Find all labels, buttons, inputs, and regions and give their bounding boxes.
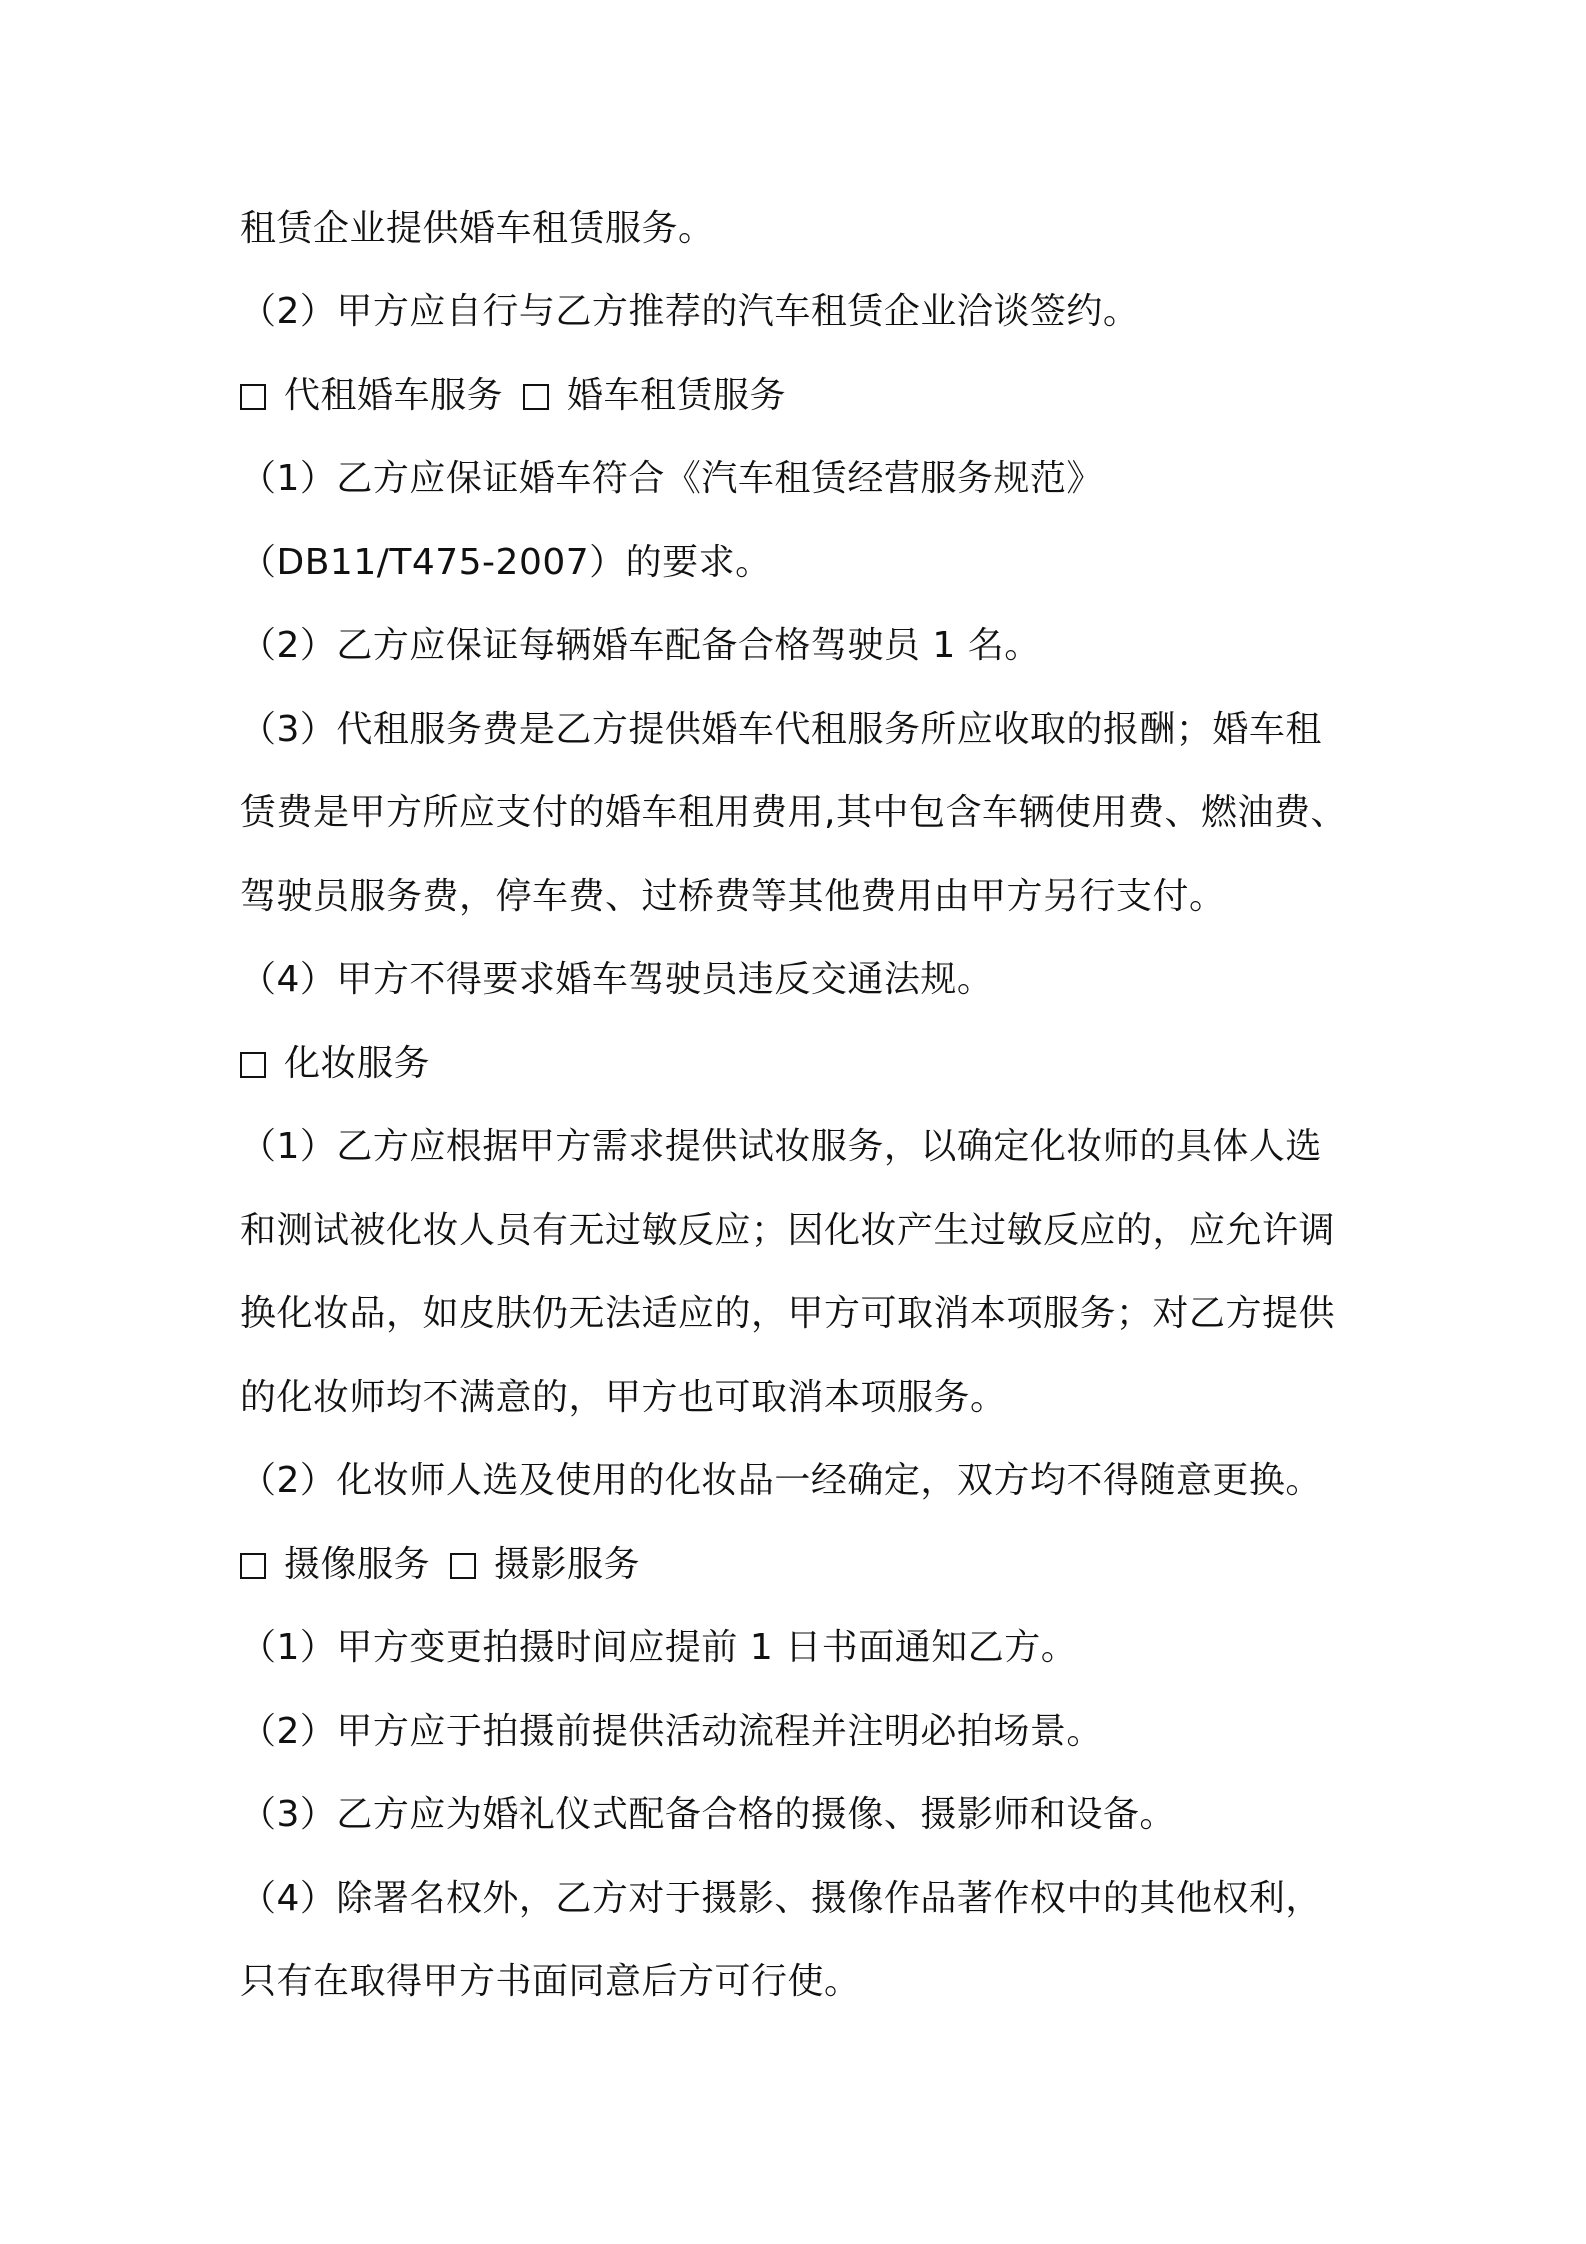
checkbox-row-car-services (240, 374, 1370, 418)
checkbox-row-media (240, 1543, 1370, 1587)
paragraph-line: （3）代租服务费是乙方提供婚车代租服务所应收取的报酬；婚车租 (240, 709, 1322, 750)
paragraph-line: （1）甲方变更拍摄时间应提前 1 日书面通知乙方。 (240, 1627, 1078, 1668)
option-label-car-rental: 婚车租赁服务 (567, 375, 787, 416)
paragraph-line: （4）除署名权外，乙方对于摄影、摄像作品著作权中的其他权利， (240, 1878, 1322, 1919)
checkbox-row-makeup (240, 1042, 1370, 1086)
paragraph-line: （2）甲方应于拍摄前提供活动流程并注明必拍场景。 (240, 1711, 1103, 1752)
paragraph-line: （DB11/T475-2007）的要求。 (240, 542, 772, 583)
paragraph-line: （3）乙方应为婚礼仪式配备合格的摄像、摄影师和设备。 (240, 1794, 1176, 1835)
option-label-photo: 摄影服务 (494, 1544, 641, 1585)
paragraph-line: （1）乙方应根据甲方需求提供试妆服务，以确定化妆师的具体人选 (240, 1126, 1322, 1167)
checkbox-car-rental[interactable] (523, 384, 549, 410)
paragraph-line: 换化妆品，如皮肤仍无法适应的，甲方可取消本项服务；对乙方提供 (240, 1293, 1336, 1334)
option-label-makeup: 化妆服务 (284, 1043, 431, 1084)
paragraph-line: （2）甲方应自行与乙方推荐的汽车租赁企业洽谈签约。 (240, 291, 1140, 332)
checkbox-video[interactable] (240, 1553, 266, 1579)
paragraph-line: 只有在取得甲方书面同意后方可行使。 (240, 1961, 861, 2002)
paragraph-line: 赁费是甲方所应支付的婚车租用费用,其中包含车辆使用费、燃油费、 (240, 792, 1347, 833)
checkbox-makeup[interactable] (240, 1052, 266, 1078)
paragraph-line: （4）甲方不得要求婚车驾驶员违反交通法规。 (240, 959, 994, 1000)
checkbox-car-rental-agency[interactable] (240, 384, 266, 410)
paragraph-line: （2）乙方应保证每辆婚车配备合格驾驶员 1 名。 (240, 625, 1041, 666)
paragraph-line: （2）化妆师人选及使用的化妆品一经确定，双方均不得随意更换。 (240, 1460, 1322, 1501)
checkbox-photo[interactable] (450, 1553, 476, 1579)
paragraph-line: （1）乙方应保证婚车符合《汽车租赁经营服务规范》 (240, 458, 1103, 499)
option-label-video: 摄像服务 (284, 1544, 431, 1585)
paragraph-line: 驾驶员服务费，停车费、过桥费等其他费用由甲方另行支付。 (240, 876, 1226, 917)
paragraph-line: 和测试被化妆人员有无过敏反应；因化妆产生过敏反应的，应允许调 (240, 1210, 1336, 1251)
paragraph-line: 的化妆师均不满意的，甲方也可取消本项服务。 (240, 1377, 1007, 1418)
paragraph-line: 租赁企业提供婚车租赁服务。 (240, 208, 715, 249)
option-label-car-rental-agency: 代租婚车服务 (284, 375, 504, 416)
